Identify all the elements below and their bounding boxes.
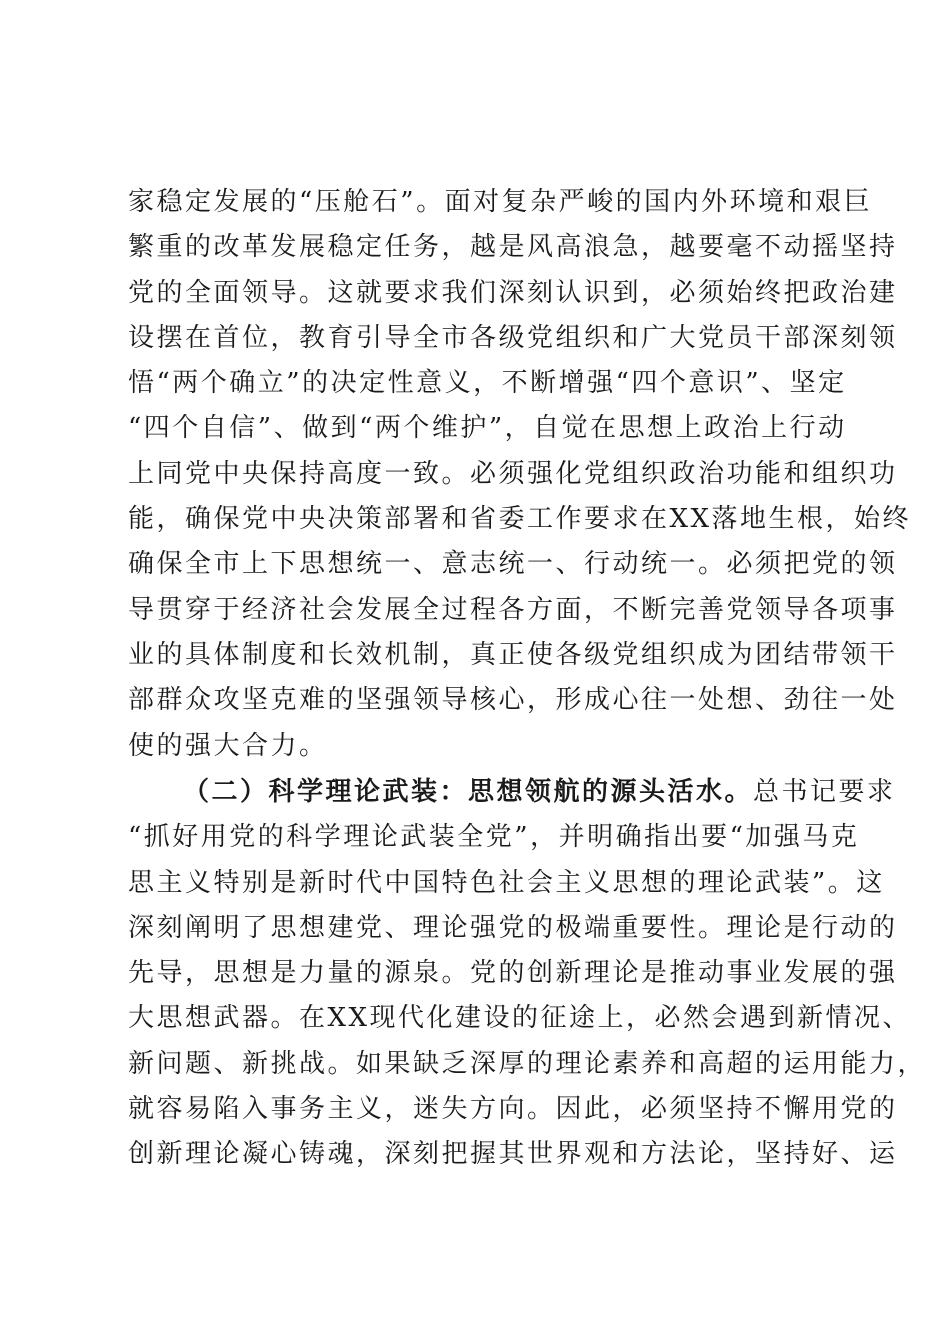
text-line: 上同党中央保持高度一致。必须强化党组织政治功能和组织功 bbox=[128, 458, 898, 489]
text-line: 使的强大合力。 bbox=[128, 730, 328, 761]
text-line: 深刻阐明了思想建党、理论强党的极端重要性。理论是行动的 bbox=[128, 912, 898, 943]
text-line: “抓好用党的科学理论武装全党”，并明确指出要“加强马克 bbox=[128, 822, 860, 853]
text-line: 大思想武器。在XX现代化建设的征途上，必然会遇到新情况、 bbox=[128, 1003, 912, 1034]
text-line: 导贯穿于经济社会发展全过程各方面，不断完善党领导各项事 bbox=[128, 594, 898, 625]
section-heading: （二）科学理论武装：思想领航的源头活水。 bbox=[183, 777, 754, 807]
text-line: 家稳定发展的“压舱石”。面对复杂严峻的国内外环境和艰巨 bbox=[128, 187, 873, 217]
text-line: 悟“两个确立”的决定性意义，不断增强“四个意识”、坚定 bbox=[128, 368, 847, 399]
text-line: 业的具体制度和长效机制，真正使各级党组织成为团结带领干 bbox=[128, 639, 898, 670]
text-line: 创新理论凝心铸魂，深刻把握其世界观和方法论，坚持好、运 bbox=[128, 1139, 898, 1170]
text-line: 部群众攻坚克难的坚强领导核心，形成心往一处想、劲往一处 bbox=[128, 685, 898, 716]
text-line: 繁重的改革发展稳定任务，越是风高浪急，越要毫不动摇坚持 bbox=[128, 232, 898, 263]
text-line: 确保全市上下思想统一、意志统一、行动统一。必须把党的领 bbox=[128, 549, 898, 580]
text-line: 先导，思想是力量的源泉。党的创新理论是推动事业发展的强 bbox=[128, 958, 898, 989]
text-line: 设摆在首位，教育引导全市各级党组织和广大党员干部深刻领 bbox=[128, 322, 898, 353]
paragraph-first-line bbox=[128, 770, 896, 815]
heading-line-rest: 总书记要求 bbox=[753, 777, 896, 807]
text-line: 就容易陷入事务主义，迷失方向。因此，必须坚持不懈用党的 bbox=[128, 1094, 898, 1125]
text-line: 思主义特别是新时代中国特色社会主义思想的理论武装”。这 bbox=[128, 867, 885, 898]
text-line: 新问题、新挑战。如果缺乏深厚的理论素养和高超的运用能力， bbox=[128, 1048, 927, 1079]
paragraph-party-leadership bbox=[128, 180, 912, 769]
text-line: 能，确保党中央决策部署和省委工作要求在XX落地生根，始终 bbox=[128, 504, 912, 535]
text-line: “四个自信”、做到“两个维护”，自觉在思想上政治上行动 bbox=[128, 413, 847, 444]
paragraph-theory-armament bbox=[128, 770, 927, 1178]
text-line: 党的全面领导。这就要求我们深刻认识到，必须始终把政治建 bbox=[128, 277, 898, 308]
